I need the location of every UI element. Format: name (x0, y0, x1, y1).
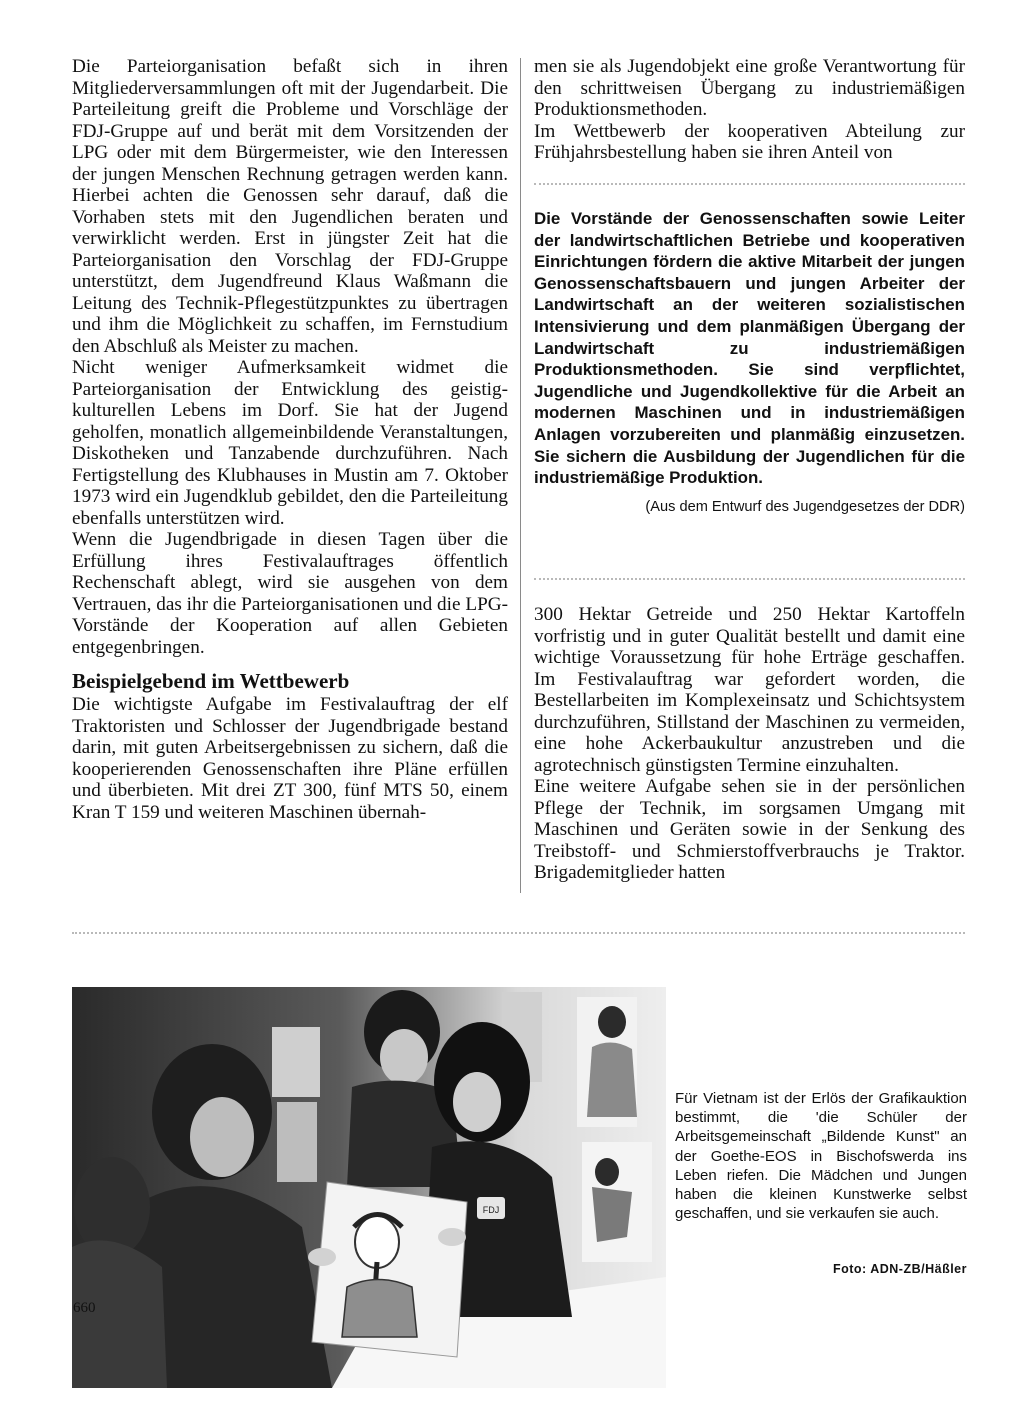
photo-caption: Für Vietnam ist der Erlös der Grafikauktion bestimmt, die 'die Schüler der Arbeitsgemeinschaft „Bildende Kunst" an der Goethe-EOS in Bischofswerda ins Leben riefen. Die Mädchen und Jungen haben die kleinen Kunstwerke selbst geschaffen, und sie verkaufen sie auch. (675, 1090, 967, 1223)
quote-top-divider (534, 183, 965, 185)
column-separator (520, 58, 521, 893)
law-quote-box (534, 208, 965, 516)
left-paragraph-3: Wenn die Jugendbrigade in diesen Tagen über die Erfüllung ihres Festivalauftrages öffentlich Rechenschaft ablegt, wird sie ausgehen von dem Vertrauen, das ihr die Parteiorganisationen und die LPG-Vorstände der Kooperation auf allen Gebieten entgegenbringen. (72, 529, 508, 658)
right-bottom-paragraph-1: 300 Hektar Getreide und 250 Hektar Kartoffeln vorfristig und in guter Qualität bestellt und damit eine wichtige Voraussetzung für hohe Erträge geschaffen. Im Festivalauftrag war gefordert worden, die Bestellarbeiten im Komplexeinsatz und Schichtsystem durchzuführen, Stillstand der Maschinen zu vermeiden, eine hohe Ackerbaukultur anzustreben und die agrotechnisch günstigsten Termine einzuhalten. (534, 604, 965, 776)
photo-illustration (72, 987, 666, 1388)
right-top-paragraph-2: Im Wettbewerb der kooperativen Abteilung zur Frühjahrsbestellung haben sie ihren Anteil von (534, 120, 965, 163)
law-quote-text: Die Vorstände der Genossenschaften sowie Leiter der landwirtschaftlichen Betriebe und kooperativen Einrichtungen fördern die aktive Mitarbeit der jungen Genossenschaftsbauern und jungen Arbeiter der Landwirtschaft an der weiteren sozialistischen Intensivierung und dem planmäßigen Übergang der Landwirtschaft zu industriemäßigen Produktionsmethoden. Sie sind verpflichtet, Jugendliche und Jugendkollektive für die Arbeit an modernen Maschinen und in industriemäßigen Anlagen vorzubereiten und planmäßig einzusetzen. Sie sichern die Ausbildung der Jugendlichen für die industriemäßige Produktion. (534, 209, 965, 488)
quote-bottom-divider (534, 578, 965, 580)
photo-credit: Foto: ADN-ZB/Häßler (832, 1262, 967, 1276)
section-heading: Beispielgebend im Wettbewerb (72, 669, 350, 693)
right-column-bottom (534, 604, 965, 884)
law-quote-source: (Aus dem Entwurf des Jugendgesetzes der DDR) (645, 498, 965, 515)
left-paragraph-2: Nicht weniger Aufmerksamkeit widmet die Parteiorganisation der Entwicklung des geistig-kulturellen Lebens im Dorf. Sie hat der Jugend geholfen, monatlich allgemeinbildende Veranstaltungen, Diskotheken und Tanzabende durchzuführen. Nach Fertigstellung des Klubhauses in Mustin am 7. Oktober 1973 wird ein Jugendklub gebildet, den die Parteileitung ebenfalls unterstützen wird. (72, 357, 508, 529)
page-number: 660 (73, 1300, 96, 1316)
fdj-badge: FDJ (482, 1205, 500, 1215)
right-column-top (534, 56, 965, 164)
right-top-paragraph-1: men sie als Jugendobjekt eine große Verantwortung für den schrittweisen Übergang zu industriemäßigen Produktionsmethoden. (534, 56, 965, 120)
left-paragraph-4: Die wichtigste Aufgabe im Festivalauftrag der elf Traktoristen und Schlosser der Jugendbrigade bestand darin, mit guten Arbeitsergebnissen zu sichern, daß die kooperierenden Genossenschaften ihre Pläne erfüllen und überbieten. Mit drei ZT 300, fünf MTS 50, einem Kran T 159 und weiteren Maschinen übernah- (72, 694, 508, 823)
left-paragraph-1: Die Parteiorganisation befaßt sich in ihren Mitgliederversammlungen oft mit der Jugendarbeit. Die Parteileitung greift die Probleme und Vorschläge der FDJ-Gruppe auf und berät mit dem Vorsitzenden der LPG oder mit dem Bürgermeister, wie den Interessen der jungen Menschen Rechnung getragen werden kann. Hierbei achten die Genossen sehr darauf, daß die Vorhaben stets mit den Jugendlichen beraten und verwirklicht werden. Erst in jüngster Zeit hat die Parteiorganisation den Vorschlag der FDJ-Gruppe unterstützt, dem Jugendfreund Klaus Waßmann die Leitung des Technik-Pflegestützpunktes zu übertragen und ihm die Möglichkeit zu schaffen, im Fernstudium den Abschluß als Meister zu machen. (72, 56, 508, 357)
photo-top-divider (72, 932, 965, 934)
right-bottom-paragraph-2: Eine weitere Aufgabe sehen sie in der persönlichen Pflege der Technik, im sorgsamen Umgang mit Maschinen und Geräten sowie in der Senkung des Treibstoff- und Schmierstoffverbrauchs je Traktor. Brigademitglieder hatten (534, 776, 965, 883)
left-column (72, 56, 508, 823)
students-art-auction-photo (72, 987, 666, 1388)
